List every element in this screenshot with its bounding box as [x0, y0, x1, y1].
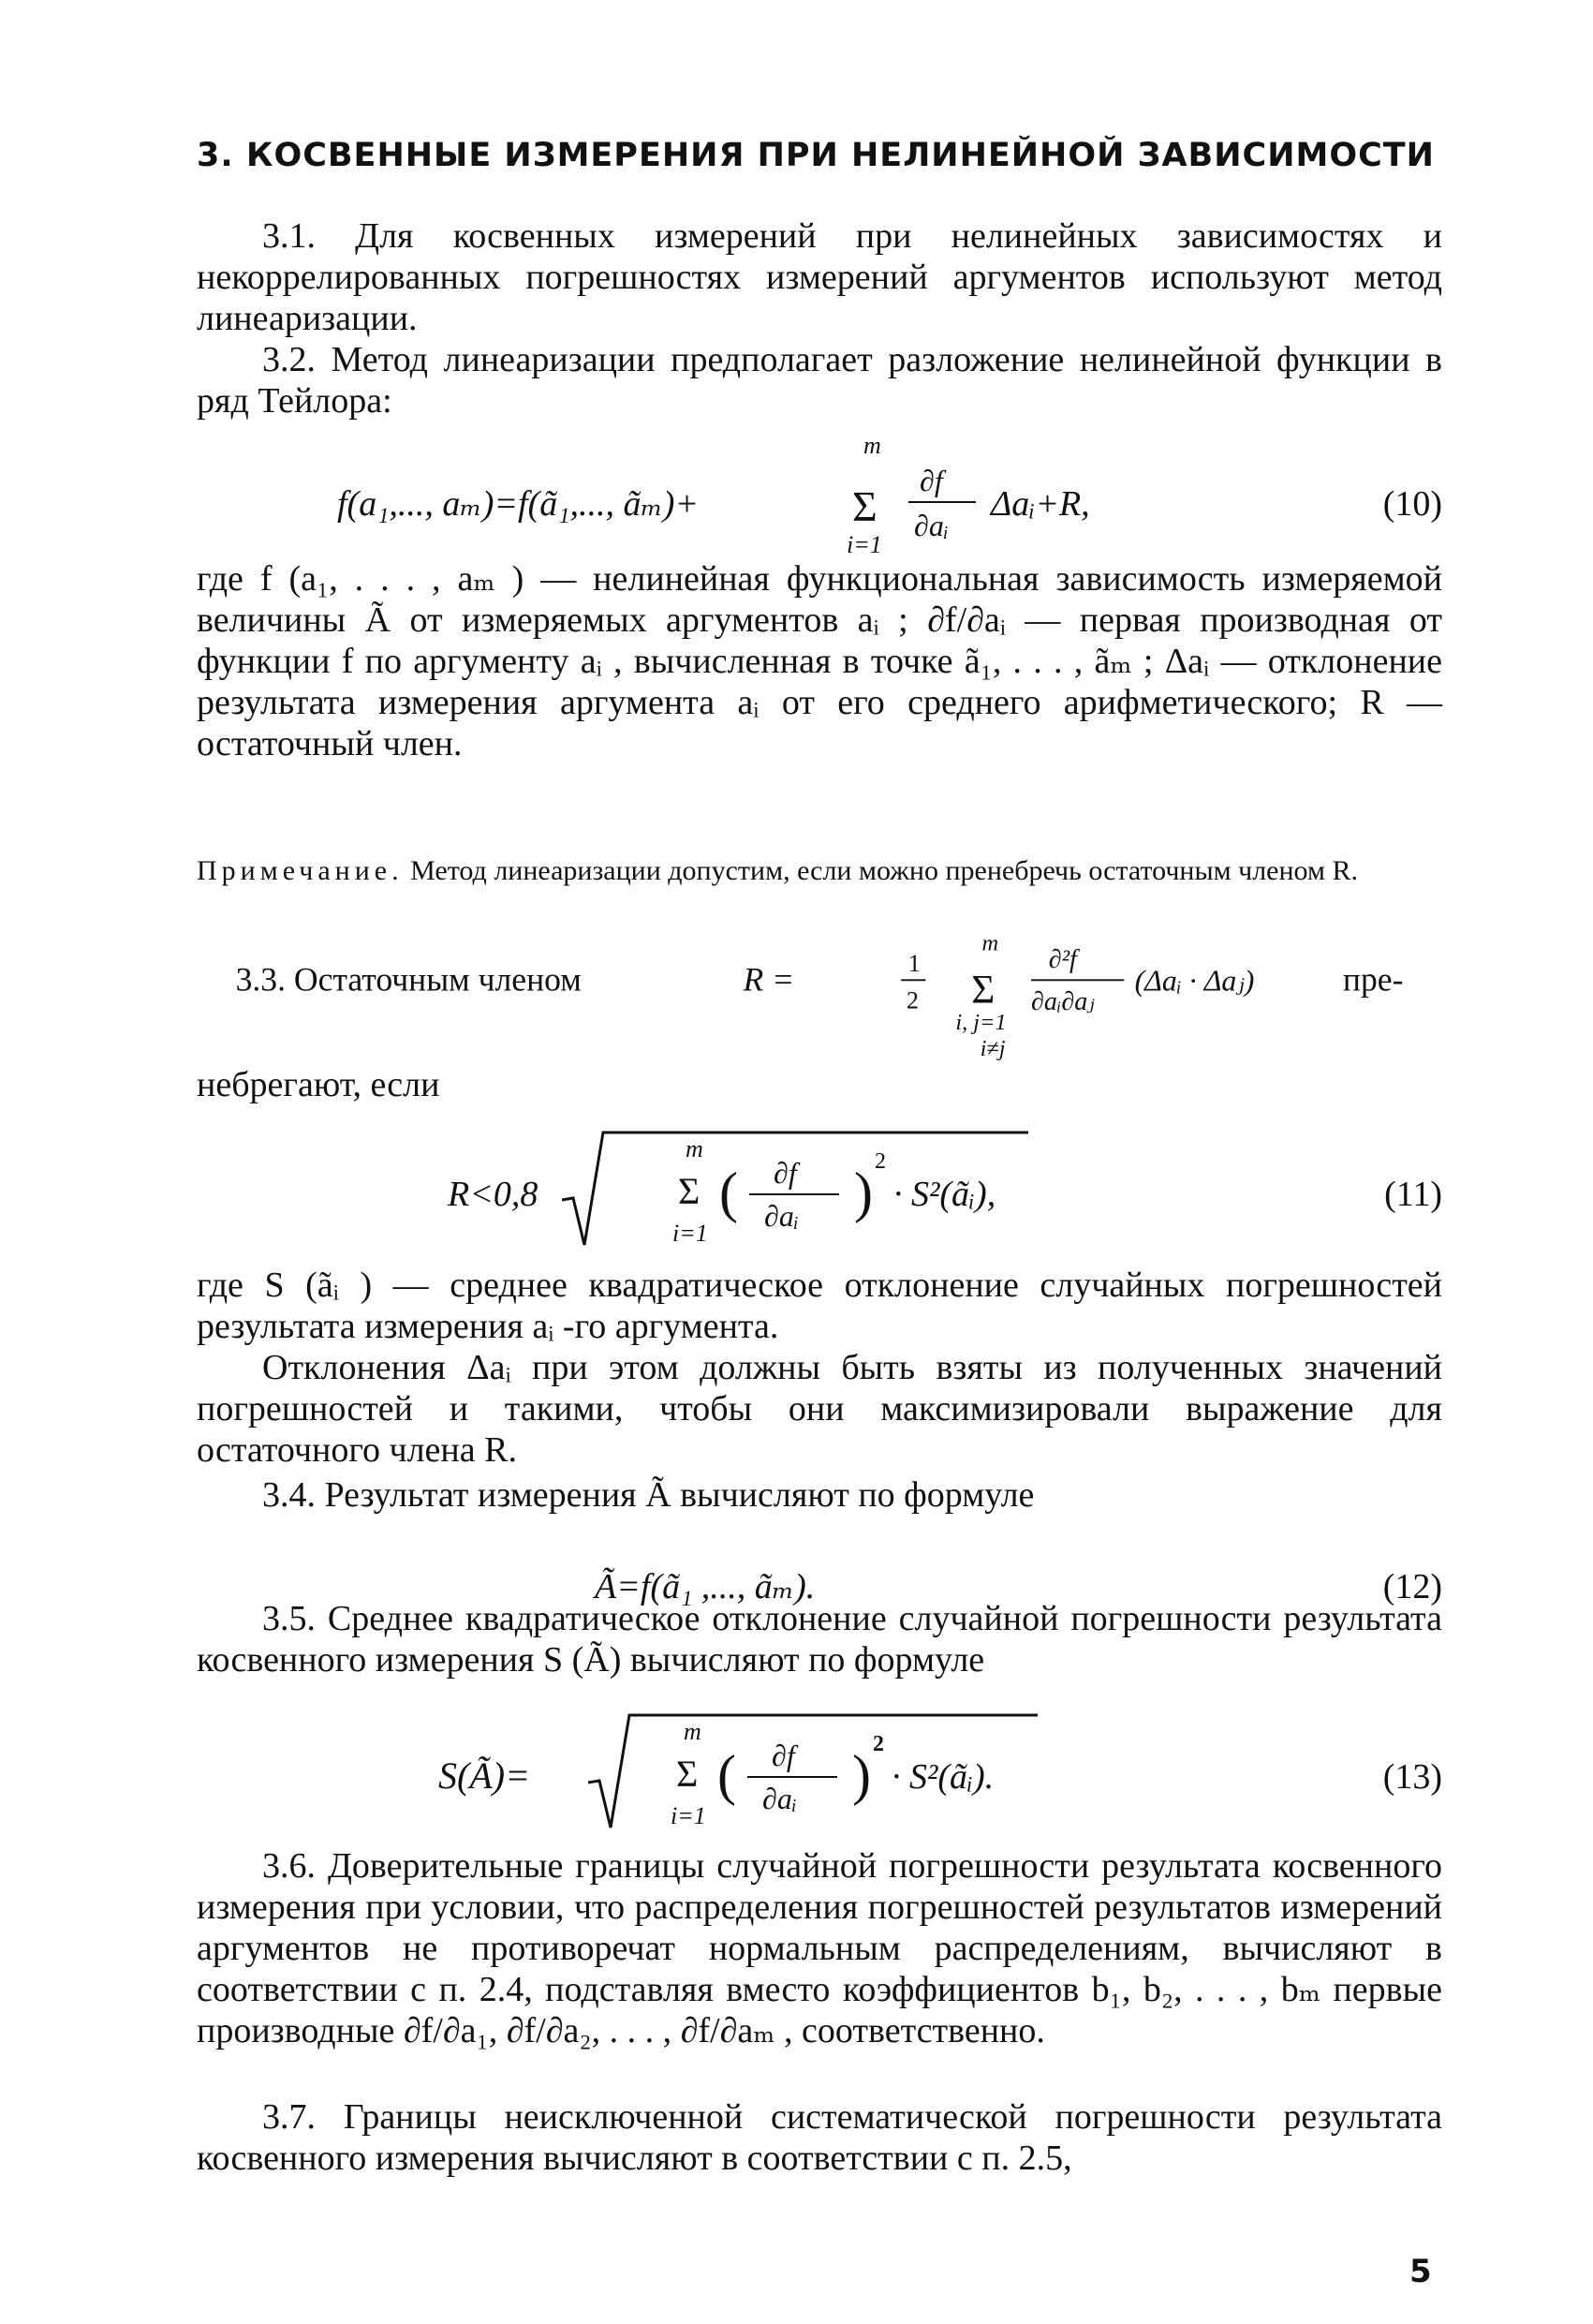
formula-13-sum-top: m: [684, 1718, 701, 1745]
formula-11-numerator: ∂f: [774, 1156, 797, 1190]
p33-sum-bottom-2: i≠j: [980, 1035, 1006, 1061]
formula-11: [197, 1120, 1442, 1251]
p33-end: пре-: [1342, 960, 1404, 999]
formula-10-denominator: ∂aᵢ: [914, 509, 949, 542]
p33-sum: Σ: [971, 968, 996, 1013]
p33-denominator: ∂aᵢ∂aⱼ: [1030, 987, 1095, 1017]
note-label: Примечание.: [197, 855, 404, 886]
p33-r-eq: R =: [743, 960, 795, 999]
formula-3-3-svg: [197, 927, 1442, 1068]
formula-11-sum-top: m: [686, 1135, 703, 1162]
formula-13-sum: Σ: [676, 1753, 699, 1795]
section-heading: 3. КОСВЕННЫЕ ИЗМЕРЕНИЯ ПРИ НЕЛИНЕЙНОЙ ЗАВИСИМОСТИ: [197, 137, 1435, 174]
p33-lead: 3.3. Остаточным членом: [235, 960, 582, 999]
formula-10-sum-top: m: [863, 432, 881, 459]
p33-sum-top: m: [981, 930, 999, 956]
formula-11-exponent: 2: [875, 1149, 886, 1174]
formula-13-exponent: 2: [873, 1732, 884, 1756]
formula-11-lhs: R<0,8: [448, 1175, 538, 1214]
p33-tail: (Δaᵢ · Δaⱼ): [1134, 964, 1255, 998]
formula-13-paren-open: (: [717, 1744, 736, 1806]
formula-13: [197, 1701, 1442, 1832]
formula-13-svg: [197, 1701, 1442, 1842]
p33-half-num: 1: [907, 949, 921, 977]
formula-13-number: (13): [1382, 1757, 1442, 1797]
formula-13-numerator: ∂f: [772, 1739, 795, 1772]
paragraph-3-2: 3.2. Метод линеаризации предполагает разложение нелинейной функции в ряд Тейлора:: [197, 340, 1442, 421]
formula-13-tail: · S²(ãᵢ).: [892, 1757, 995, 1797]
formula-11-number: (11): [1384, 1175, 1442, 1214]
p33-sum-bottom: i, j=1: [955, 1009, 1007, 1035]
note-text: Метод линеаризации допустим, если можно пренебречь остаточным членом R.: [403, 855, 1358, 886]
formula-13-lhs: S(Ã)=: [438, 1754, 531, 1797]
formula-11-paren-open: (: [719, 1162, 738, 1223]
paragraph-3-6: 3.6. Доверительные границы случайной погрешности результата косвенного измерения при условии, что распределения погрешностей результатов измерений аргументов не противоречат нормальным распределениям, вычисляют в соответствии с п. 2.4, подставляя вместо коэффициентов b₁, b₂, . . . , bₘ первые производные ∂f/∂a₁, ∂f/∂a₂, . . . , ∂f/∂aₘ , соответственно.: [197, 1846, 1442, 2050]
formula-11-paren-close: ): [854, 1162, 873, 1223]
formula-12: [197, 1517, 1442, 1606]
paragraph-3-7: 3.7. Границы неисключенной систематической погрешности результата косвенного измерения вычисляют в соответствии с п. 2.5,: [197, 2097, 1442, 2178]
formula-11-tail: · S²(ãᵢ),: [893, 1175, 996, 1214]
page-number: 5: [1409, 2253, 1432, 2290]
paragraph-3-3: [197, 927, 1442, 1077]
note: [197, 854, 1442, 888]
formula-13-sum-bottom: i=1: [671, 1802, 706, 1829]
formula-10-number: (10): [1382, 484, 1442, 524]
p33-half-den: 2: [906, 986, 919, 1014]
formula-13-paren-close: ): [852, 1744, 871, 1806]
paragraph-where-10: где f (a₁, . . . , aₘ ) — нелинейная функциональная зависимость измеряемой величины Ã от измеряемых аргументов aᵢ ; ∂f/∂aᵢ — первая производная от функции f по аргументу aᵢ , вычисленная в точке ã₁, . . . , ãₘ ; Δaᵢ — отклонение результата измерения аргумента aᵢ от его среднего арифметического; R — остаточный член.: [197, 559, 1442, 763]
formula-12-number: (12): [1382, 1567, 1442, 1606]
paragraph-deviations: Отклонения Δaᵢ при этом должны быть взяты из полученных значений погрешностей и такими, чтобы они максимизировали выражение для остаточного члена R.: [197, 1348, 1442, 1470]
formula-11-sum: Σ: [678, 1170, 701, 1212]
formula-10-lhs: f(a₁,..., aₘ)=f(ã₁,..., ãₘ)+: [337, 484, 700, 524]
formula-10-tail: Δaᵢ+R,: [991, 484, 1090, 524]
paragraph-3-5: 3.5. Среднее квадратическое отклонение случайной погрешности результата косвенного измерения S (Ã) вычисляют по формуле: [197, 1599, 1442, 1680]
formula-11-svg: [197, 1120, 1442, 1261]
formula-12-expr: Ã=f(ã₁ ,..., ãₘ).: [595, 1567, 816, 1606]
formula-13-denominator: ∂aᵢ: [762, 1782, 797, 1815]
formula-10-sum-bottom: i=1: [847, 531, 882, 558]
paragraph-3-4: 3.4. Результат измерения Ã вычисляют по формуле: [262, 1475, 1035, 1515]
p33-numerator: ∂²f: [1048, 945, 1077, 975]
paragraph-3-3-cont: небрегают, если: [197, 1065, 440, 1104]
formula-11-sum-bottom: i=1: [672, 1220, 708, 1247]
paragraph-3-1: 3.1. Для косвенных измерений при нелинейных зависимостях и некоррелированных погрешностях измерений аргументов используют метод линеаризации.: [197, 216, 1442, 338]
formula-10: [197, 431, 1442, 571]
formula-10-svg: [197, 431, 1442, 571]
formula-10-sum: Σ: [852, 482, 878, 530]
formula-11-denominator: ∂aᵢ: [764, 1199, 799, 1233]
formula-10-numerator: ∂f: [920, 464, 943, 497]
paragraph-where-11: где S (ãᵢ ) — среднее квадратическое отклонение случайных погрешностей результата измерения aᵢ -го аргумента.: [197, 1266, 1442, 1346]
